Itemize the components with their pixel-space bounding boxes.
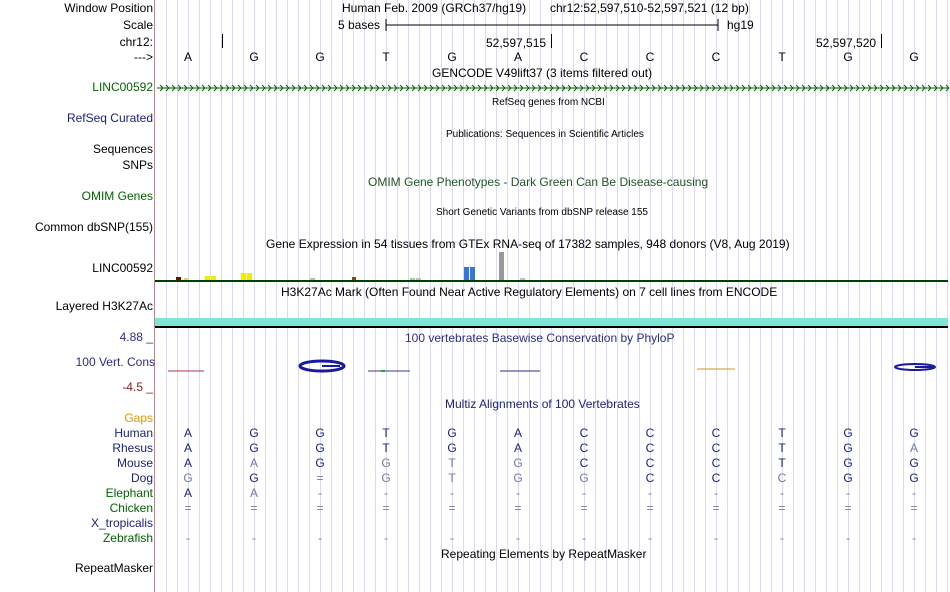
alignment-base: - — [714, 486, 718, 500]
alignment-base: C — [777, 471, 787, 485]
h3k27ac-track-title: H3K27Ac Mark (Often Found Near Active Regulatory Elements) on 7 cell lines from ENCODE — [281, 285, 778, 299]
alignment-base: T — [778, 456, 786, 470]
track-label-cons[interactable]: 100 Vert. Cons — [75, 355, 155, 369]
alignment-base: = — [844, 501, 852, 515]
alignment-base: - — [516, 486, 520, 500]
alignment-base: - — [318, 486, 322, 500]
alignment-base: C — [579, 426, 589, 440]
phylop-track-title: 100 vertebrates Basewise Conservation by PhyloP — [405, 331, 675, 345]
alignment-base: T — [448, 456, 456, 470]
alignment-base: G — [909, 471, 919, 485]
alignment-base: C — [645, 441, 655, 455]
alignment-base: G — [447, 441, 457, 455]
alignment-base: T — [382, 441, 390, 455]
alignment-base: - — [912, 486, 916, 500]
base-letter: A — [183, 50, 192, 64]
species-label-chicken[interactable]: Chicken — [109, 501, 153, 515]
alignment-base: - — [582, 486, 586, 500]
track-label-h3k27ac[interactable]: Layered H3K27Ac — [55, 299, 153, 313]
coord-label-1: 52,597,515 — [486, 36, 547, 50]
alignment-base: T — [778, 426, 786, 440]
alignment-base: G — [843, 441, 853, 455]
alignment-base: = — [580, 501, 588, 515]
alignment-base: C — [711, 426, 721, 440]
alignment-base: C — [645, 456, 655, 470]
track-label-gaps[interactable]: Gaps — [124, 411, 153, 425]
assembly-title: Human Feb. 2009 (GRCh37/hg19) — [342, 1, 527, 15]
alignment-base: - — [318, 531, 322, 545]
base-letter: T — [778, 50, 786, 64]
base-letter: G — [315, 50, 325, 64]
base-letter: T — [382, 50, 390, 64]
gencode-gene-feature — [157, 85, 949, 91]
gtex-track-title: Gene Expression in 54 tissues from GTEx RNA-seq of 17382 samples, 948 donors (V8, Aug 2019) — [266, 237, 790, 251]
alignment-base: = — [316, 501, 324, 515]
refseq-track-title: RefSeq genes from NCBI — [492, 97, 605, 108]
alignment-base: G — [381, 456, 391, 470]
gencode-track-title: GENCODE V49lift37 (3 items filtered out) — [432, 66, 653, 80]
alignment-base: - — [714, 531, 718, 545]
alignment-base: A — [183, 456, 192, 470]
alignment-base: = — [250, 501, 258, 515]
label-window-position: Window Position — [64, 1, 153, 15]
multiz-track-title: Multiz Alignments of 100 Vertebrates — [445, 397, 640, 411]
db-label: hg19 — [727, 18, 754, 32]
alignment-base: A — [249, 456, 258, 470]
species-label-human[interactable]: Human — [114, 426, 153, 440]
alignment-base: - — [648, 486, 652, 500]
alignment-base: G — [843, 471, 853, 485]
alignment-base: A — [183, 441, 192, 455]
track-label-repeatmasker[interactable]: RepeatMasker — [74, 561, 153, 575]
omim-track-title: OMIM Gene Phenotypes - Dark Green Can Be Disease-causing — [368, 175, 709, 189]
alignment-base: = — [712, 501, 720, 515]
label-scale: Scale — [122, 18, 153, 32]
alignment-base: G — [513, 471, 523, 485]
alignment-base: T — [382, 426, 390, 440]
alignment-base: = — [448, 501, 456, 515]
alignment-base: A — [249, 486, 258, 500]
dbsnp-track-title: Short Genetic Variants from dbSNP release 155 — [436, 207, 648, 218]
alignment-base: T — [778, 441, 786, 455]
alignment-base: T — [448, 471, 456, 485]
track-label-omim[interactable]: OMIM Genes — [81, 189, 153, 203]
alignment-base: G — [249, 471, 259, 485]
alignment-base: - — [384, 486, 388, 500]
alignment-base: = — [316, 471, 324, 485]
alignment-base: G — [843, 456, 853, 470]
alignment-base: G — [447, 426, 457, 440]
base-letter: G — [909, 50, 919, 64]
alignment-base: - — [384, 531, 388, 545]
alignment-base: G — [909, 456, 919, 470]
species-label-zebrafish[interactable]: Zebrafish — [102, 531, 153, 545]
gtex-bars — [155, 252, 948, 281]
alignment-base: - — [450, 531, 454, 545]
alignment-base: G — [315, 456, 325, 470]
track-label-linc-gtex[interactable]: LINC00592 — [92, 261, 153, 275]
base-letter: C — [645, 50, 655, 64]
phylop-logos — [168, 361, 935, 372]
species-label-dog[interactable]: Dog — [130, 471, 153, 485]
alignment-base: A — [513, 441, 522, 455]
alignment-base: C — [579, 456, 589, 470]
alignment-base: G — [909, 426, 919, 440]
alignment-base: - — [846, 531, 850, 545]
alignment-base: G — [579, 471, 589, 485]
species-label-mouse[interactable]: Mouse — [116, 456, 153, 470]
species-label-rhesus[interactable]: Rhesus — [112, 441, 153, 455]
alignment-base: G — [315, 441, 325, 455]
position-title: chr12:52,597,510-52,597,521 (12 bp) — [550, 1, 749, 15]
alignment-base: A — [909, 441, 918, 455]
cons-min-label: -4.5 _ — [122, 380, 153, 394]
alignment-base: - — [912, 531, 916, 545]
species-label-x_tropicalis[interactable]: X_tropicalis — [90, 516, 153, 530]
track-label-sequences[interactable]: Sequences — [92, 142, 153, 156]
label-strand: ---> — [134, 50, 153, 64]
label-chr: chr12: — [119, 35, 153, 49]
alignment-base: = — [514, 501, 522, 515]
alignment-base: A — [183, 426, 192, 440]
species-label-elephant[interactable]: Elephant — [105, 486, 153, 500]
track-label-dbsnp[interactable]: Common dbSNP(155) — [34, 220, 153, 234]
base-letter: C — [711, 50, 721, 64]
base-letter: G — [249, 50, 259, 64]
alignment-base: C — [711, 471, 721, 485]
alignment-base: - — [186, 531, 190, 545]
alignment-base: - — [582, 531, 586, 545]
alignment-base: - — [450, 486, 454, 500]
base-letter: G — [447, 50, 457, 64]
alignment-base: C — [645, 426, 655, 440]
alignment-base: G — [249, 426, 259, 440]
alignment-base: - — [780, 531, 784, 545]
alignment-base: G — [843, 426, 853, 440]
alignment-base: - — [648, 531, 652, 545]
coord-label-2: 52,597,520 — [816, 36, 877, 50]
track-label-snps[interactable]: SNPs — [122, 158, 153, 172]
alignment-base: = — [778, 501, 786, 515]
alignment-base: C — [711, 456, 721, 470]
alignment-base: C — [645, 471, 655, 485]
alignment-base: A — [513, 426, 522, 440]
alignment-base: G — [183, 471, 193, 485]
alignment-base: = — [910, 501, 918, 515]
track-label-linc-gencode[interactable]: LINC00592 — [92, 80, 153, 94]
alignment-base: G — [249, 441, 259, 455]
alignment-base: - — [780, 486, 784, 500]
alignment-base: = — [646, 501, 654, 515]
scale-bar — [386, 19, 718, 31]
alignment-base: - — [252, 531, 256, 545]
alignment-base: C — [579, 441, 589, 455]
publications-track-title: Publications: Sequences in Scientific Articles — [446, 129, 644, 140]
alignment-base: - — [516, 531, 520, 545]
repeatmasker-track-title: Repeating Elements by RepeatMasker — [441, 547, 647, 561]
h3k27ac-signal — [155, 318, 948, 327]
alignment-base: A — [183, 486, 192, 500]
alignment-base: = — [382, 501, 390, 515]
alignment-base: G — [381, 471, 391, 485]
alignment-base: - — [846, 486, 850, 500]
alignment-base: G — [315, 426, 325, 440]
cons-max-label: 4.88 _ — [119, 330, 153, 344]
base-letter: G — [843, 50, 853, 64]
alignment-base: = — [184, 501, 192, 515]
scale-text: 5 bases — [338, 18, 381, 32]
alignment-base: C — [711, 441, 721, 455]
track-label-refseq[interactable]: RefSeq Curated — [66, 111, 153, 125]
base-letter: C — [579, 50, 589, 64]
base-letter: A — [513, 50, 522, 64]
alignment-base: G — [513, 456, 523, 470]
